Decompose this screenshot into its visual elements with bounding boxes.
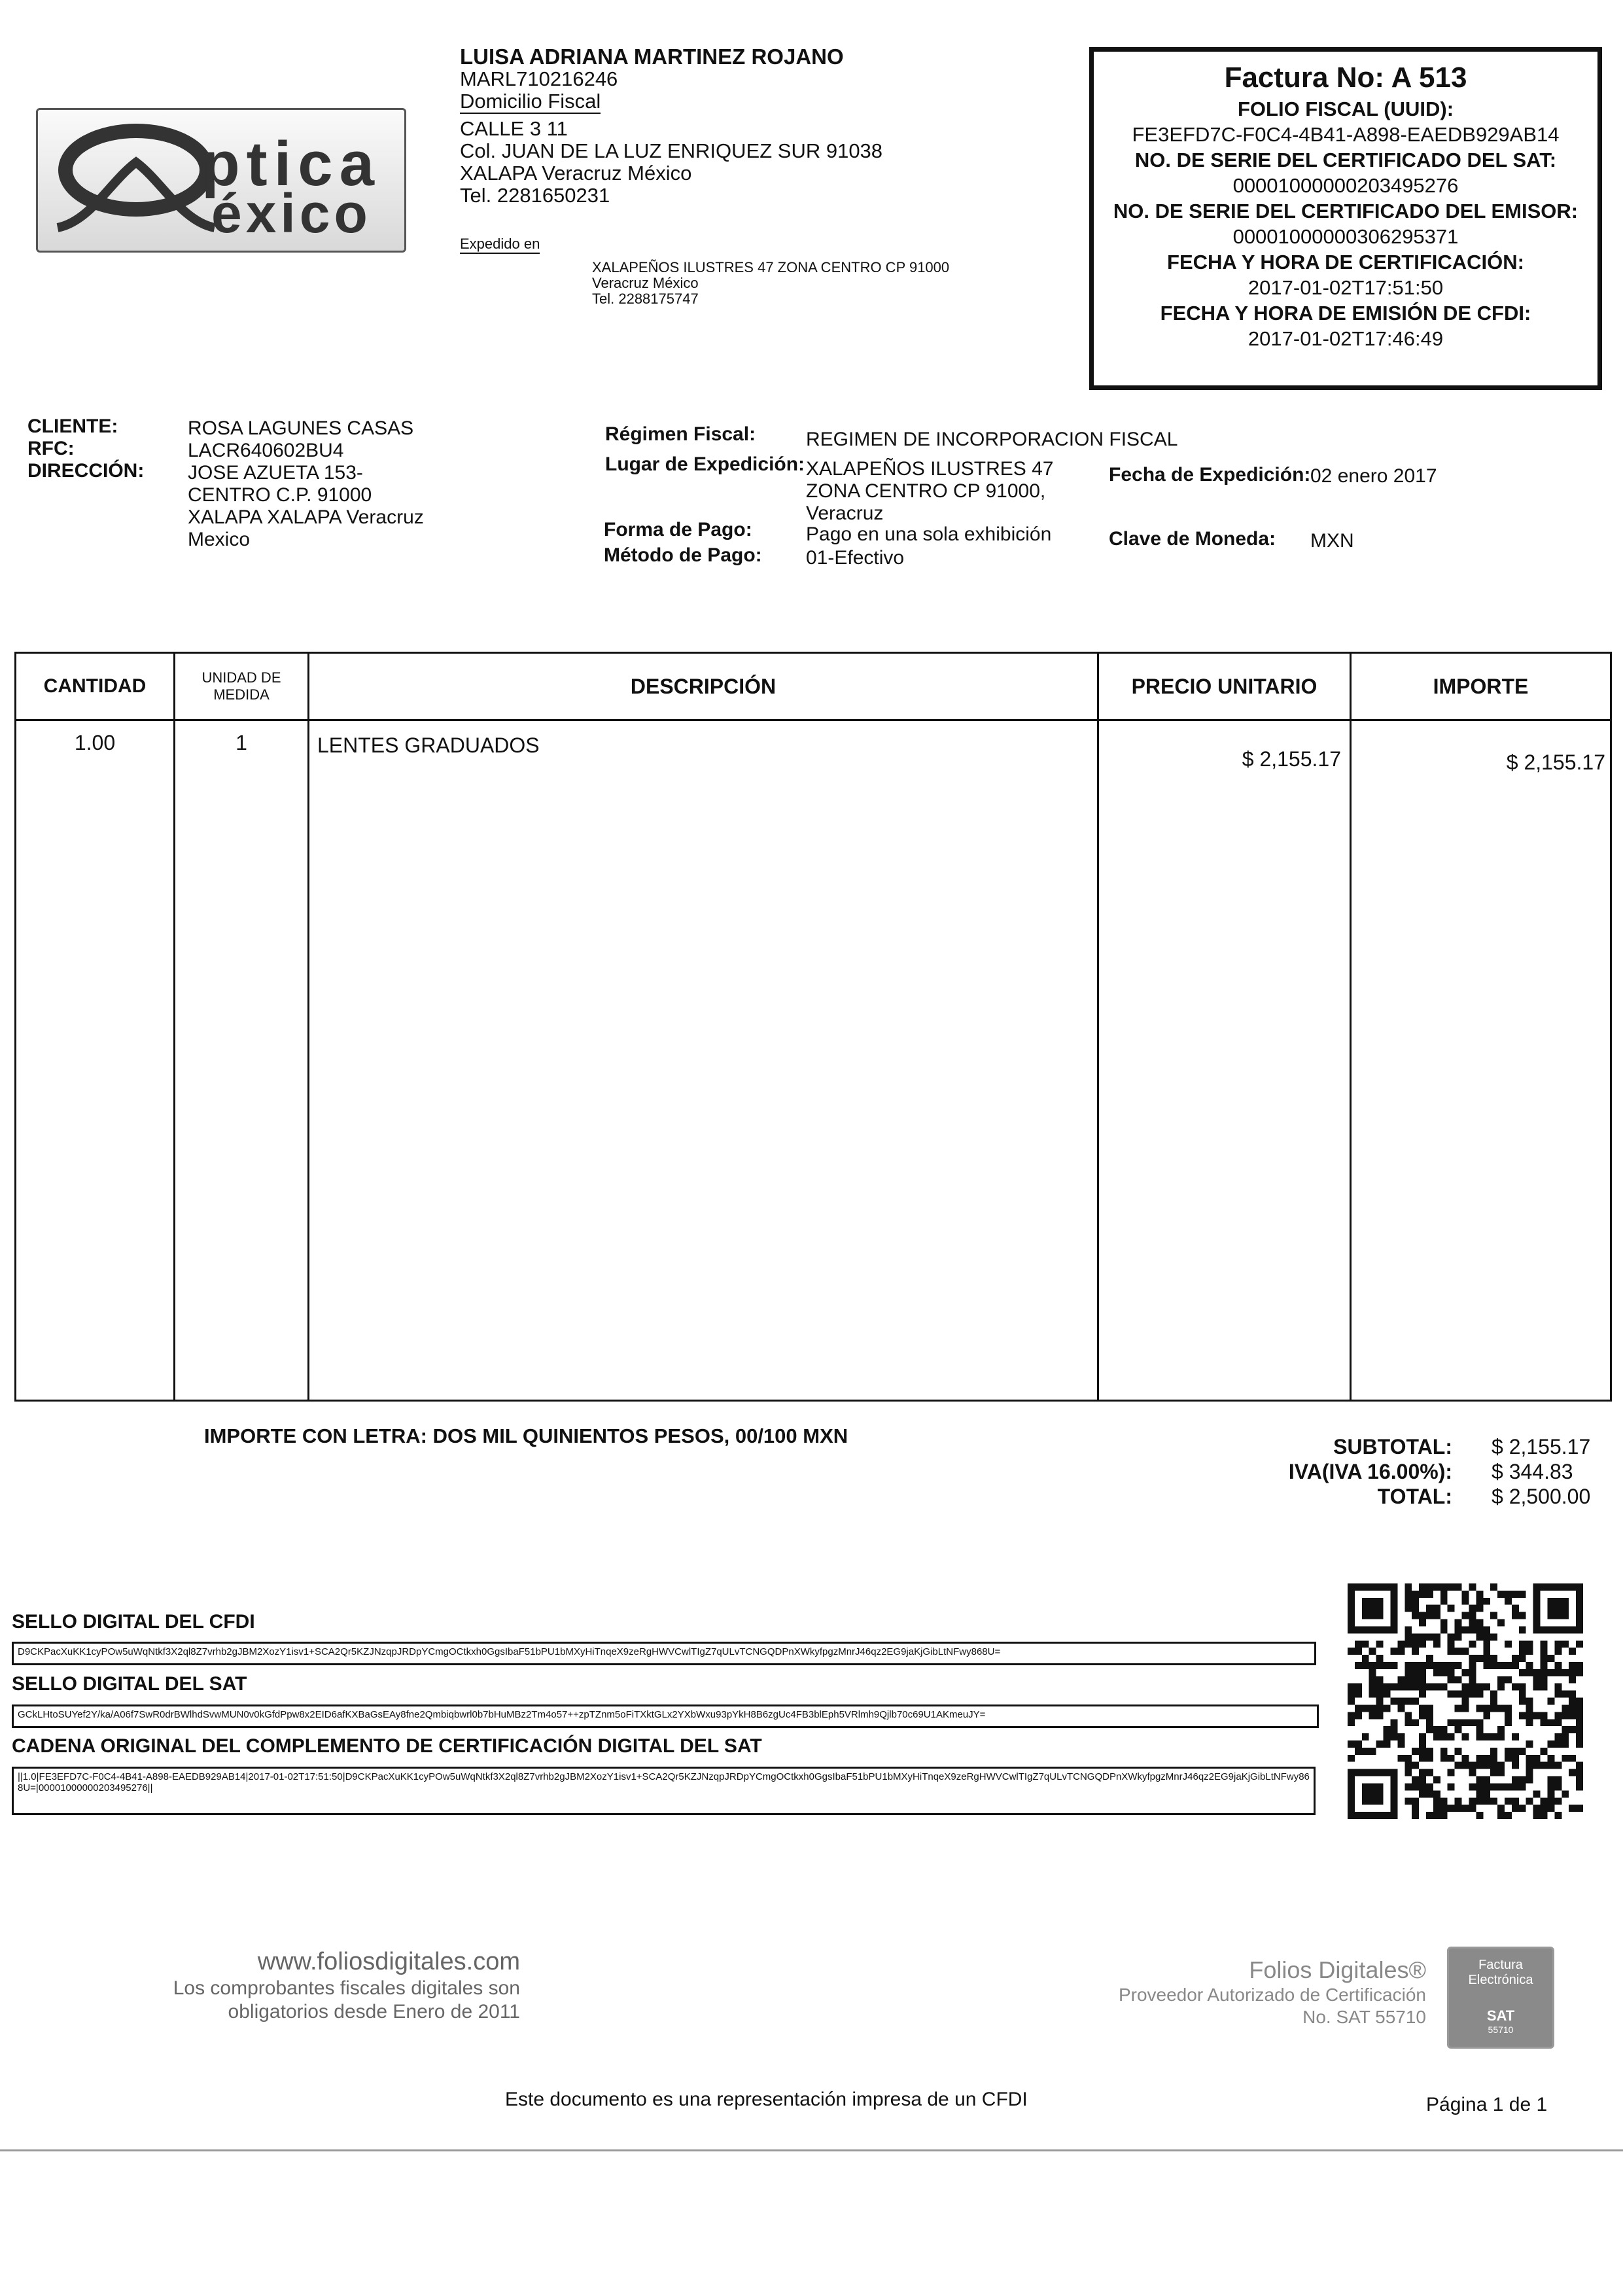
header-unidad bbox=[175, 654, 307, 721]
header-unidad-line2: MEDIDA bbox=[213, 686, 270, 703]
cadena-original-label: CADENA ORIGINAL DEL COMPLEMENTO DE CERTIFICACIÓN DIGITAL DEL SAT bbox=[12, 1735, 762, 1757]
client-addr1: JOSE AZUETA 153- bbox=[188, 462, 363, 484]
cert-date-value: 2017-01-02T17:51:50 bbox=[1248, 276, 1444, 299]
header-importe: IMPORTE bbox=[1352, 654, 1610, 721]
items-table bbox=[14, 652, 1612, 1402]
row-cantidad: 1.00 bbox=[74, 731, 116, 754]
metodo-pago-label: Método de Pago: bbox=[604, 544, 762, 566]
emitter-phone: Tel. 2281650231 bbox=[460, 184, 610, 207]
provider-line1: Proveedor Autorizado de Certificación bbox=[1118, 1985, 1426, 2005]
total-label: TOTAL: bbox=[1377, 1485, 1452, 1508]
sat-serial-value: 00001000000203495276 bbox=[1232, 174, 1459, 197]
subtotal-label: SUBTOTAL: bbox=[1333, 1435, 1452, 1458]
subtotal-value: $ 2,155.17 bbox=[1492, 1435, 1591, 1458]
badge-line1: Factura bbox=[1478, 1958, 1523, 1972]
client-addr4: Mexico bbox=[188, 529, 251, 550]
row-precio: $ 2,155.17 bbox=[1242, 747, 1341, 771]
lugar-line1: XALAPEÑOS ILUSTRES 47 bbox=[806, 458, 1054, 480]
regimen-value: REGIMEN DE INCORPORACION FISCAL bbox=[806, 429, 1178, 450]
cfdi-representation-note: Este documento es una representación impresa de un CFDI bbox=[505, 2089, 1028, 2110]
client-addr2: CENTRO C.P. 91000 bbox=[188, 484, 372, 506]
optica-mexico-logo bbox=[36, 108, 406, 253]
emision-date-label: FECHA Y HORA DE EMISIÓN DE CFDI: bbox=[1160, 302, 1531, 325]
moneda-value: MXN bbox=[1310, 530, 1354, 552]
row-descripcion: LENTES GRADUADOS bbox=[317, 733, 540, 757]
lugar-label: Lugar de Expedición: bbox=[605, 453, 805, 475]
page-number: Página 1 de 1 bbox=[1426, 2094, 1548, 2115]
website-link[interactable]: www.foliosdigitales.com bbox=[257, 1948, 520, 1975]
rfc-label: RFC: bbox=[27, 438, 75, 459]
logo-text-line2: éxico bbox=[211, 183, 372, 244]
emisor-serial-value: 00001000000306295371 bbox=[1232, 225, 1459, 248]
legal-line1: Los comprobantes fiscales digitales son bbox=[173, 1977, 520, 1999]
emisor-serial-label: NO. DE SERIE DEL CERTIFICADO DEL EMISOR: bbox=[1113, 200, 1579, 222]
client-values bbox=[188, 417, 424, 551]
expedido-line1: XALAPEÑOS ILUSTRES 47 ZONA CENTRO CP 91000 bbox=[592, 259, 950, 275]
footer-divider bbox=[0, 2149, 1623, 2151]
fecha-expedicion-value: 02 enero 2017 bbox=[1310, 465, 1437, 487]
forma-pago-label: Forma de Pago: bbox=[604, 519, 752, 540]
client-addr3: XALAPA XALAPA Veracruz bbox=[188, 506, 424, 528]
expedido-address bbox=[592, 260, 949, 307]
sat-serial-label: NO. DE SERIE DEL CERTIFICADO DEL SAT: bbox=[1134, 149, 1557, 171]
expedido-line2: Veracruz México bbox=[592, 275, 699, 291]
header-descripcion: DESCRIPCIÓN bbox=[309, 654, 1097, 721]
emitter-city: XALAPA Veracruz México bbox=[460, 162, 692, 185]
legal-line2: obligatorios desde Enero de 2011 bbox=[228, 2001, 520, 2022]
lugar-value bbox=[806, 458, 1054, 525]
direccion-label: DIRECCIÓN: bbox=[27, 460, 145, 482]
qr-code-icon bbox=[1348, 1583, 1583, 1819]
header-unidad-line1: UNIDAD DE bbox=[201, 669, 281, 686]
importe-letra bbox=[204, 1424, 848, 1448]
totals-block bbox=[1204, 1434, 1596, 1509]
logo-text-line1: ptica bbox=[201, 129, 381, 199]
logo-swoosh-icon bbox=[51, 123, 221, 234]
metodo-pago-value: 01-Efectivo bbox=[806, 547, 905, 569]
row-unidad: 1 bbox=[236, 731, 247, 754]
badge-sat: SAT bbox=[1486, 2007, 1515, 2024]
sello-sat-label: SELLO DIGITAL DEL SAT bbox=[12, 1673, 247, 1695]
cadena-original-box: ||1.0|FE3EFD7C-F0C4-4B41-A898-EAEDB929AB14|2017-01-02T17:51:50|D9CKPacXuKK1cyPOw5uWqNtkf3X2ql8Z7vrhb2gJBM2XozY1isv1+SCA2Qr5KZJNzqpJRDpYCmgOCtkxh0GgsIbaF51bPU1bMXyHiTnqeX9zeRgHWVCwlTIgZ7qULvTCNGQDPnXWkyfpgzMnrJ46qz2EG9jaKjGibLtNFwy868U=|00001000000203495276|| bbox=[12, 1767, 1316, 1815]
folios-footer-right bbox=[1047, 1956, 1426, 2028]
row-importe: $ 2,155.17 bbox=[1506, 751, 1605, 774]
emitter-block bbox=[460, 46, 882, 207]
cert-date-label: FECHA Y HORA DE CERTIFICACIÓN: bbox=[1167, 251, 1524, 274]
client-rfc: LACR640602BU4 bbox=[188, 440, 344, 461]
sello-cfdi-label: SELLO DIGITAL DEL CFDI bbox=[12, 1611, 255, 1633]
badge-line2: Electrónica bbox=[1468, 1973, 1533, 1987]
sello-sat-box: GCkLHtoSUYef2Y/ka/A06f7SwR0drBWlhdSvwMUN0v0kGfdPpw8x2EID6afKXBaGsEAy8fne2Qmbiqbwrl0b7bHuMBz2Tm4o57++zpTZnm5oFiTXktGLx2YXbWxu93pYkH8B6zgUc4FB3blEph5VRlmh9Qjlb70c69U1AKmeuJY= bbox=[12, 1704, 1319, 1728]
emitter-colonia: Col. JUAN DE LA LUZ ENRIQUEZ SUR 91038 bbox=[460, 139, 883, 162]
sat-badge-icon bbox=[1447, 1947, 1554, 2049]
header-precio: PRECIO UNITARIO bbox=[1099, 654, 1350, 721]
regimen-label: Régimen Fiscal: bbox=[605, 423, 756, 445]
domicilio-label: Domicilio Fiscal bbox=[460, 90, 601, 113]
fecha-expedicion-label: Fecha de Expedición: bbox=[1109, 464, 1311, 486]
col-divider bbox=[307, 654, 309, 1400]
lugar-line3: Veracruz bbox=[806, 503, 884, 524]
iva-value: $ 344.83 bbox=[1492, 1460, 1573, 1483]
moneda-label: Clave de Moneda: bbox=[1109, 528, 1276, 550]
expedido-label: Expedido en bbox=[460, 236, 540, 254]
badge-num: 55710 bbox=[1488, 2024, 1514, 2035]
invoice-title: Factura No: A 513 bbox=[1224, 62, 1467, 94]
importe-letra-value: DOS MIL QUINIENTOS PESOS, 00/100 MXN bbox=[432, 1424, 848, 1447]
sello-cfdi-box: D9CKPacXuKK1cyPOw5uWqNtkf3X2ql8Z7vrhb2gJBM2XozY1isv1+SCA2Qr5KZJNzqpJRDpYCmgOCtkxh0GgsIbaF51bPU1bMXyHiTnqeX9zeRgHWVCwlTIgZ7qULvTCNGQDPnXWkyfpgzMnrJ46qz2EG9jaKjGibLtNFwy868U= bbox=[12, 1642, 1316, 1665]
client-name: ROSA LAGUNES CASAS bbox=[188, 417, 414, 439]
invoice-info-box bbox=[1089, 47, 1602, 390]
emitter-rfc: MARL710216246 bbox=[460, 67, 618, 90]
cliente-label: CLIENTE: bbox=[27, 415, 118, 437]
forma-pago-value: Pago en una sola exhibición bbox=[806, 523, 1052, 545]
importe-letra-label: IMPORTE CON LETRA: bbox=[204, 1424, 427, 1447]
lugar-line2: ZONA CENTRO CP 91000, bbox=[806, 480, 1046, 502]
total-value: $ 2,500.00 bbox=[1492, 1485, 1591, 1508]
emitter-street: CALLE 3 11 bbox=[460, 117, 568, 140]
folio-value: FE3EFD7C-F0C4-4B41-A898-EAEDB929AB14 bbox=[1132, 123, 1560, 146]
folios-footer-left bbox=[105, 1947, 520, 2024]
emitter-name: LUISA ADRIANA MARTINEZ ROJANO bbox=[460, 44, 844, 69]
header-cantidad: CANTIDAD bbox=[16, 654, 173, 721]
iva-label: IVA(IVA 16.00%): bbox=[1288, 1460, 1452, 1483]
expedido-line3: Tel. 2288175747 bbox=[592, 291, 699, 307]
emision-date-value: 2017-01-02T17:46:49 bbox=[1248, 327, 1444, 350]
client-labels bbox=[27, 415, 144, 482]
folio-label: FOLIO FISCAL (UUID): bbox=[1237, 97, 1454, 120]
brand-name: Folios Digitales® bbox=[1249, 1956, 1426, 1983]
provider-line2: No. SAT 55710 bbox=[1302, 2007, 1426, 2027]
col-divider bbox=[173, 654, 175, 1400]
